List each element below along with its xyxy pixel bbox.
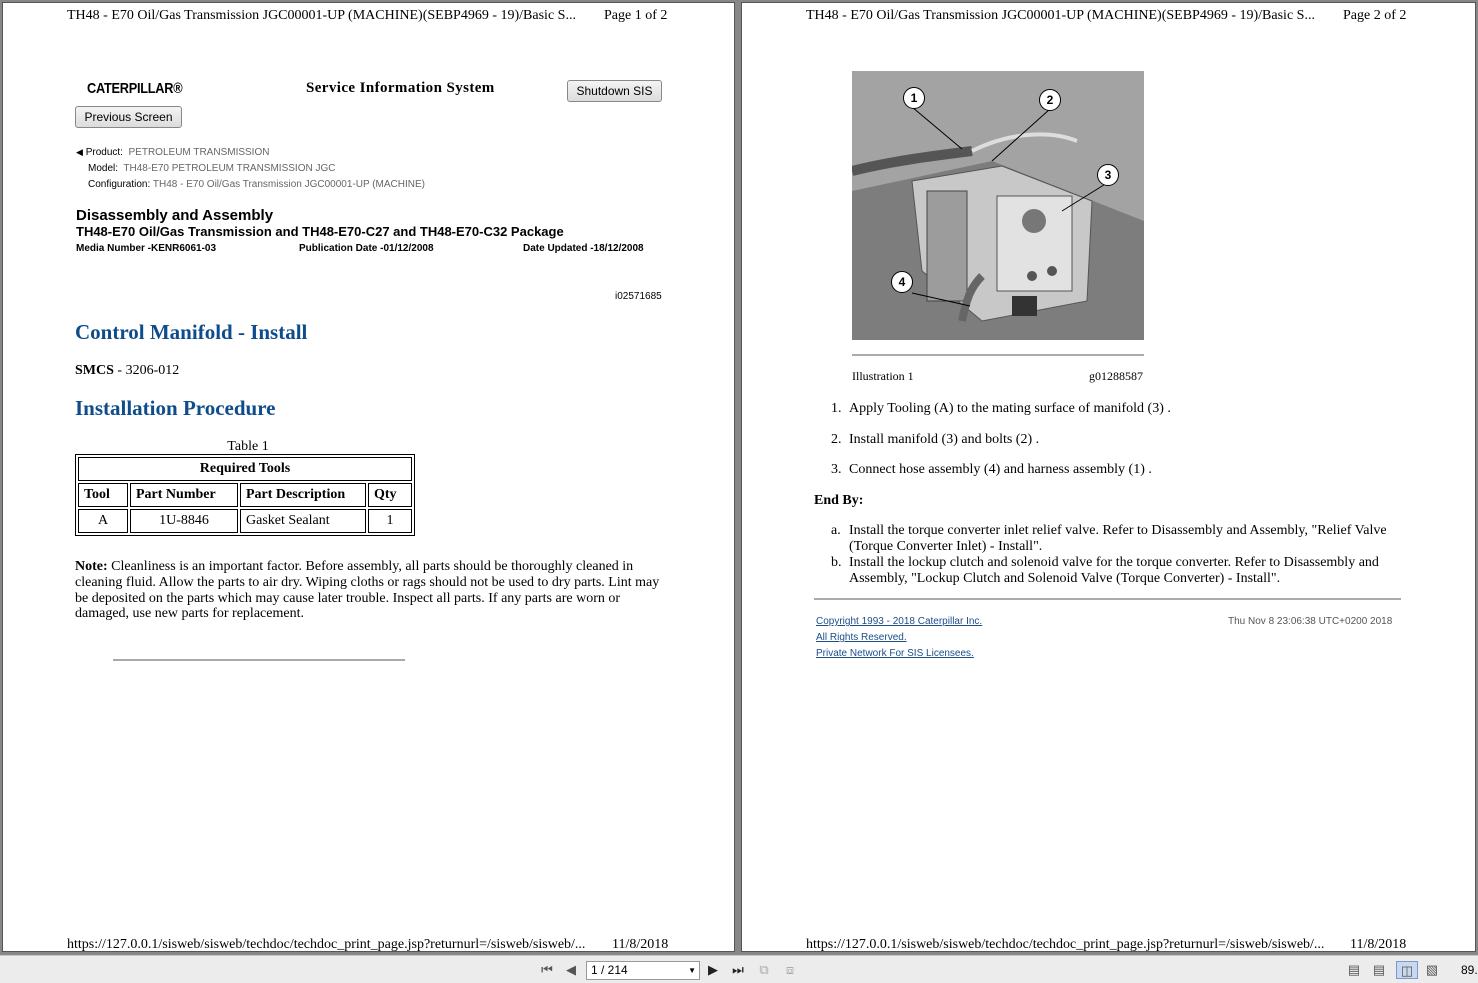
illustration-photo xyxy=(852,71,1144,340)
pdf-page-2 xyxy=(741,2,1476,952)
viewer-toolbar xyxy=(0,955,1478,983)
copy-icon[interactable]: ⧈ xyxy=(785,962,795,977)
table-cell: 1U-8846 xyxy=(130,509,238,533)
chevron-down-icon: ▼ xyxy=(688,966,696,975)
divider xyxy=(852,354,1144,356)
procedure-steps xyxy=(831,401,1429,493)
smcs-code: SMCS - 3206-012 xyxy=(75,363,180,378)
two-page-continuous-icon[interactable]: ▧ xyxy=(1425,962,1439,977)
note-paragraph: Note: Cleanliness is an important factor. Before assembly, all parts should be thoroughly cleaned in cleaning fluid. Allow the parts to air dry. Wiping cloths or rags should not be used to dry parts. Lint may be deposited on the parts which may cause later trouble. Inspect all parts. If any parts are worn or damaged, use new parts for replacement. xyxy=(75,559,660,622)
page-header: TH48 - E70 Oil/Gas Transmission JGC00001-UP (MACHINE)(SEBP4969 - 19)/Basic S... xyxy=(806,8,1315,23)
divider xyxy=(814,598,1401,600)
table-cell: 1 xyxy=(368,509,412,533)
last-page-icon[interactable]: ⏭ xyxy=(732,962,744,977)
footer-url: https://127.0.0.1/sisweb/sisweb/techdoc/techdoc_print_page.jsp?returnurl=/sisweb/sisweb/... xyxy=(67,937,586,952)
page-number-label: Page 1 of 2 xyxy=(604,8,668,23)
model-value[interactable]: TH48-E70 PETROLEUM TRANSMISSION JGC xyxy=(123,163,336,174)
config-value[interactable]: TH48 - E70 Oil/Gas Transmission JGC00001-UP (MACHINE) xyxy=(152,179,425,190)
table-header-row xyxy=(78,483,412,507)
rights-link[interactable]: All Rights Reserved. xyxy=(816,632,907,643)
pdf-page-1 xyxy=(2,2,735,952)
section-title: Installation Procedure xyxy=(75,396,276,420)
rotate-icon[interactable]: ⧉ xyxy=(759,962,769,977)
doc-heading: Disassembly and Assembly xyxy=(76,207,274,224)
page-selector[interactable]: 1 / 214 ▼ xyxy=(586,961,700,980)
caterpillar-logo: CATERPILLAR® xyxy=(87,80,183,97)
doc-subheading: TH48-E70 Oil/Gas Transmission and TH48-E70-C27 and TH48-E70-C32 Package xyxy=(76,224,564,239)
table-row xyxy=(78,509,412,533)
callout-1: 1 xyxy=(903,87,925,109)
illustration-label: Illustration 1 xyxy=(852,369,914,383)
shutdown-sis-button[interactable]: Shutdown SIS xyxy=(567,80,662,102)
list-item: 2. Install manifold (3) and bolts (2) . xyxy=(831,431,1040,447)
list-item: b. Install the lockup clutch and solenoid valve for the torque converter. Refer to Disassembly and Assembly, "Lockup Clutch and Solenoid Valve (Torque Converter) - Install". xyxy=(831,555,1379,586)
table-title: Required Tools xyxy=(78,457,412,481)
table-header: Tool xyxy=(78,483,128,507)
required-tools-table xyxy=(75,454,415,536)
divider xyxy=(113,659,405,661)
date-updated: Date Updated -18/12/2008 xyxy=(523,243,644,254)
callout-3: 3 xyxy=(1097,164,1119,186)
two-page-view-icon[interactable]: ◫ xyxy=(1396,961,1418,979)
first-page-icon[interactable]: ⏮ xyxy=(541,962,553,977)
footer-date: 11/8/2018 xyxy=(1350,937,1407,952)
media-number: Media Number -KENR6061-03 xyxy=(76,243,217,254)
product-value[interactable]: PETROLEUM TRANSMISSION xyxy=(128,147,270,158)
list-item: 3. Connect hose assembly (4) and harness assembly (1) . xyxy=(831,462,1152,477)
previous-screen-button[interactable]: Previous Screen xyxy=(75,106,182,128)
next-page-icon[interactable]: ▶ xyxy=(708,962,718,977)
breadcrumb: ◀ Product: PETROLEUM TRANSMISSION Model: TH48-E70 PETROLEUM TRANSMISSION JGC Configuration: TH48 - E70 Oil/Gas Transmission JGC00001-UP (MACHINE) xyxy=(76,147,425,190)
table-caption: Table 1 xyxy=(227,439,269,454)
list-item: 1. Apply Tooling (A) to the mating surface of manifold (3) . xyxy=(831,401,1171,416)
list-item: a. Install the torque converter inlet relief valve. Refer to Disassembly and Assembly, "Relief Valve (Torque Converter Inlet) - Install". xyxy=(831,523,1387,554)
page-header: TH48 - E70 Oil/Gas Transmission JGC00001-UP (MACHINE)(SEBP4969 - 19)/Basic S... xyxy=(67,8,576,23)
sis-title: Service Information System xyxy=(306,80,495,96)
continuous-view-icon[interactable]: ▤ xyxy=(1372,962,1386,977)
table-header: Qty xyxy=(368,483,412,507)
end-by-steps xyxy=(831,523,1409,587)
footer-url: https://127.0.0.1/sisweb/sisweb/techdoc/techdoc_print_page.jsp?returnurl=/sisweb/sisweb/... xyxy=(806,937,1325,952)
back-arrow-icon[interactable]: ◀ xyxy=(76,147,83,157)
timestamp: Thu Nov 8 23:06:38 UTC+0200 2018 xyxy=(1228,616,1393,627)
page-title: Control Manifold - Install xyxy=(75,320,308,344)
table-header: Part Number xyxy=(130,483,238,507)
table-cell: Gasket Sealant xyxy=(240,509,366,533)
private-network-link[interactable]: Private Network For SIS Licensees. xyxy=(816,648,974,659)
single-page-view-icon[interactable]: ▤ xyxy=(1347,962,1361,977)
callout-4: 4 xyxy=(891,271,913,293)
copyright-link[interactable]: Copyright 1993 - 2018 Caterpillar Inc. xyxy=(816,616,983,627)
end-by-heading: End By: xyxy=(814,493,864,508)
illustration-id: g01288587 xyxy=(1089,369,1143,383)
doc-id: i02571685 xyxy=(615,291,662,302)
footer-date: 11/8/2018 xyxy=(612,937,669,952)
publication-date: Publication Date -01/12/2008 xyxy=(299,243,434,254)
page-number-label: Page 2 of 2 xyxy=(1343,8,1407,23)
previous-page-icon[interactable]: ◀ xyxy=(566,962,576,977)
manifold-photo-drawing xyxy=(852,71,1144,340)
callout-2: 2 xyxy=(1039,89,1061,111)
zoom-level[interactable]: 89. xyxy=(1461,963,1478,977)
table-cell: A xyxy=(78,509,128,533)
table-header: Part Description xyxy=(240,483,366,507)
